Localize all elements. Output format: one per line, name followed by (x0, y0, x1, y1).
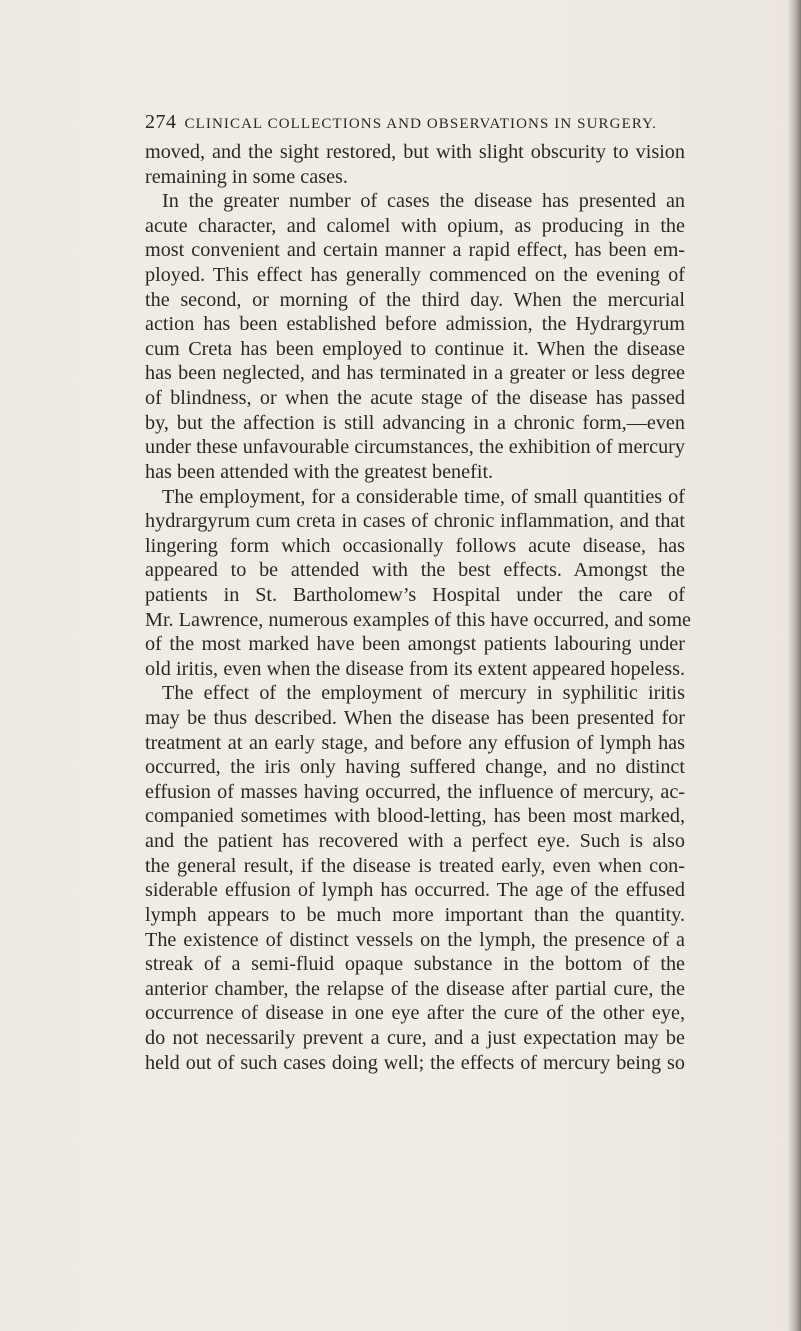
text-line: siderable effusion of lymph has occurred. The age of the effused (145, 879, 685, 902)
text-line: the second, or morning of the third day. When the mercurial (145, 288, 685, 311)
text-line: of blindness, or when the acute stage of the disease has passed (145, 387, 685, 410)
text-line: occurrence of disease in one eye after the cure of the other eye, (145, 1002, 685, 1025)
page-number: 274 (145, 111, 177, 133)
page-edge-shadow (787, 0, 801, 1331)
text-line: acute character, and calomel with opium, as producing in the (145, 214, 685, 237)
running-head: CLINICAL COLLECTIONS AND OBSERVATIONS IN SURGERY. (184, 116, 657, 132)
text-line: The existence of distinct vessels on the lymph, the presence of a (145, 928, 685, 951)
text-line: companied sometimes with blood-letting, has been most marked, (145, 805, 685, 828)
text-line: and the patient has recovered with a perfect eye. Such is also (145, 830, 685, 853)
text-line: under these unfavourable circumstances, the exhibition of mercury (145, 436, 685, 459)
text-line: moved, and the sight restored, but with slight obscurity to vision (145, 141, 685, 163)
text-line: has been neglected, and has terminated in a greater or less degree (145, 362, 685, 385)
text-line: ployed. This effect has generally commenced on the evening of (145, 264, 685, 287)
paragraph-start-line: In the greater number of cases the disease has presented an (162, 190, 685, 213)
text-line: Mr. Lawrence, numerous examples of this have occurred, and some (145, 608, 691, 631)
text-line: old iritis, even when the disease from its extent appeared hopeless. (145, 657, 685, 680)
paragraph-start-line: The employment, for a considerable time, of small quantities of (162, 485, 685, 508)
text-line: do not necessarily prevent a cure, and a just expectation may be (145, 1026, 685, 1049)
text-line: occurred, the iris only having suffered change, and no distinct (145, 756, 685, 779)
text-line: of the most marked have been amongst patients labouring under (145, 633, 685, 656)
text-line: appeared to be attended with the best effects. Amongst the (145, 559, 685, 582)
text-line: action has been established before admission, the Hydrargyrum (145, 313, 685, 336)
text-line: by, but the affection is still advancing in a chronic form,—even (145, 411, 685, 434)
text-line: the general result, if the disease is treated early, even when con- (145, 854, 685, 877)
text-line: cum Creta has been employed to continue it. When the disease (145, 337, 685, 360)
text-line: streak of a semi-fluid opaque substance in the bottom of the (145, 953, 685, 976)
page-header (145, 111, 705, 139)
body-text (145, 140, 691, 1075)
text-line: patients in St. Bartholomew’s Hospital under the care of (145, 583, 685, 606)
text-line: held out of such cases doing well; the effects of mercury being so (145, 1051, 685, 1074)
text-line: may be thus described. When the disease has been presented for (145, 707, 685, 730)
paragraph-start-line: The effect of the employment of mercury in syphilitic iritis (162, 682, 685, 705)
text-line: effusion of masses having occurred, the influence of mercury, ac- (145, 780, 685, 803)
text-line: remaining in some cases. (145, 165, 348, 188)
text-line: has been attended with the greatest benefit. (145, 460, 494, 483)
text-line: hydrargyrum cum creta in cases of chronic inflammation, and that (145, 510, 685, 533)
text-line: lymph appears to be much more important than the quantity. (145, 903, 685, 926)
text-line: lingering form which occasionally follows acute disease, has (145, 534, 685, 557)
text-line: most convenient and certain manner a rapid effect, has been em- (145, 239, 685, 262)
text-line: treatment at an early stage, and before any effusion of lymph has (145, 731, 685, 754)
text-line: anterior chamber, the relapse of the disease after partial cure, the (145, 977, 685, 1000)
